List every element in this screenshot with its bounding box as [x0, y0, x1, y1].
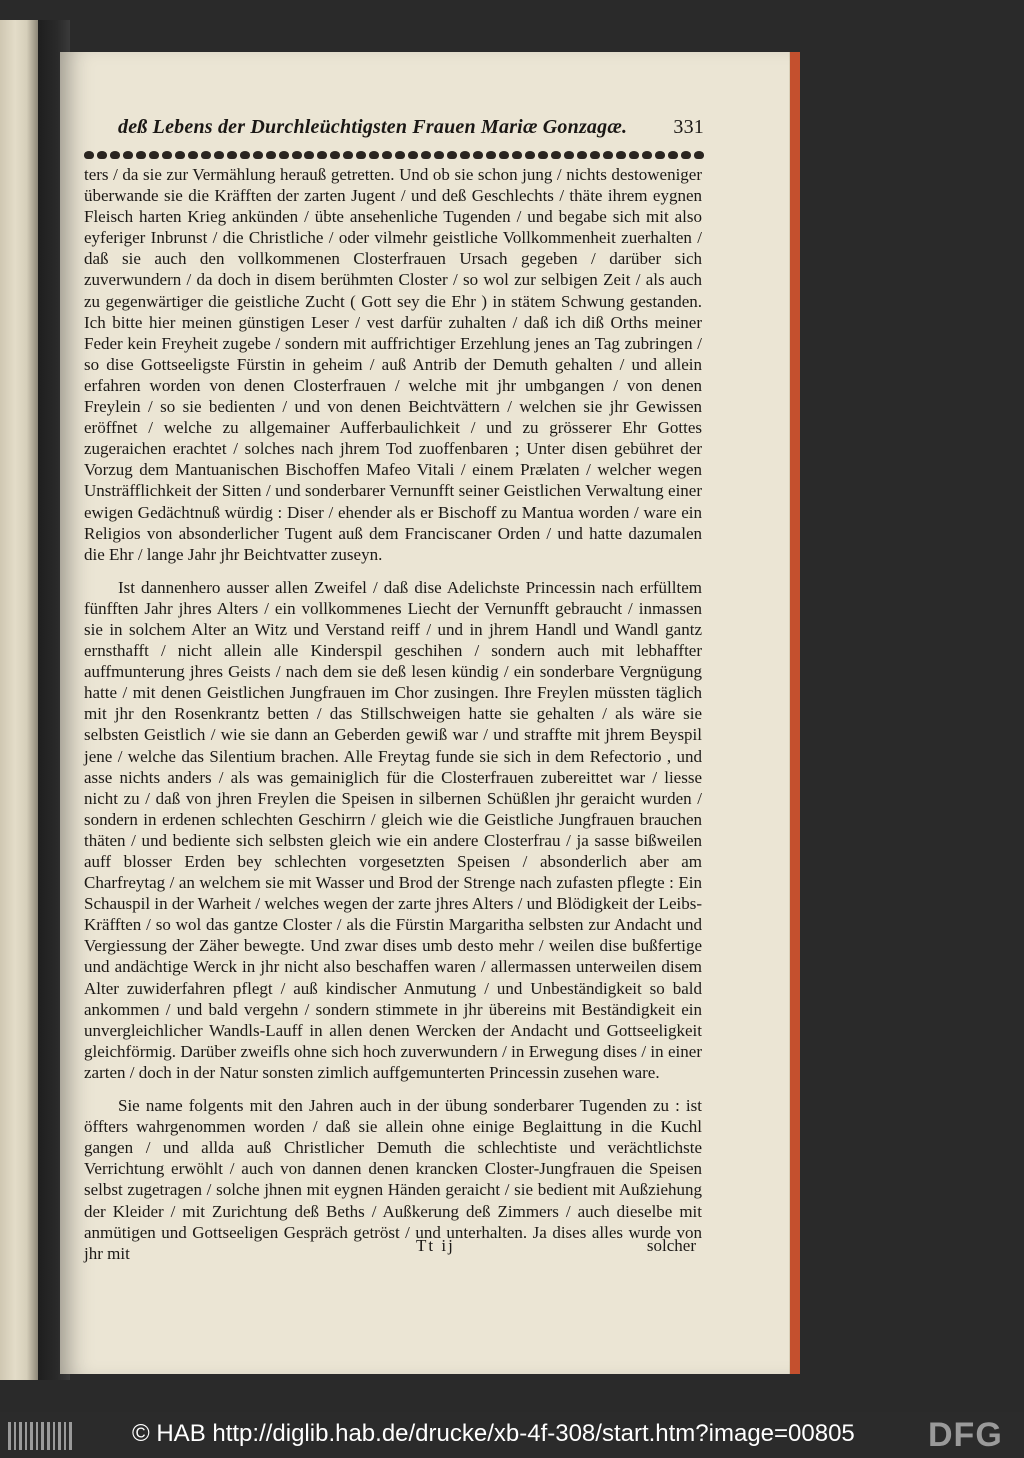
- ornament-rule: [84, 147, 704, 163]
- running-title: deß Lebens der Durchleüchtigsten Frauen Mariæ Gonzagæ.: [118, 116, 628, 138]
- paragraph-2: Ist dannenhero ausser allen Zweifel / daß dise Adelichste Princessin nach erfülltem fünfften Jahr jhres Alters / ein vollkommenes Liecht der Vernunfft gebraucht / inmassen sie in solchem Alter an Witz und Verstand reiff / und in jhrem Handl und Wandl gantz ernsthafft / nicht allein alle Kinderspil geschihen / sondern auch mit lebhaffter auffmunterung jhres Geists / nach dem sie deß lesen kündig / ein sonderbare Vergnügung hatte / mit denen Geistlichen Jungfrauen im Chor zusingen. Ihre Freylen müssten täglich mit jhr den Rosenkrantz betten / das Stillschweigen hatte sie gehalten / als wäre sie selbsten Geistlich / wie sie dann an Geberden gewiß war / und straffte mit jhrem Beyspil jene / welche das Silentium brachen. Alle Freytag funde sie sich in dem Refectorio , und asse nichts anders / als was gemainiglich für die Closterfrauen zubereittet war / liesse nicht zu / daß von jhren Freylen die Speisen in silbernen Schüßlen jhr geraicht wurden / sondern in erdenen schlechten Geschirrn / gleich wie die Geistliche Jungfrauen brauchen thäten / und bediente sich selbsten gleich wie ein andere Closterfrau / ja sasse bißweilen auff blosser Erden bey schlechten vorgesetzten Speisen / absonderlich aber am Charfreytag / an welchem sie mit Wasser und Brod der Strenge nach zufasten pflegte : Ein Schauspil in der Warheit / welches wegen der zarte jhres Alters / und Blödigkeit der Leibs-Kräfften / so wol das gantze Closter / als die Fürstin Margaritha selbsten zur Andacht und Vergiessung der Zäher bewegte. Und zwar dises umb desto mehr / weilen dise bußfertige und andächtige Werck in jhr nicht also beschaffen waren / allermassen unterweilen disem Alter zuwiderfahren pflegt / auß kindischer Anmutung / und Unbeständigkeit so bald ankommen / und bald vergehn / sondern stimmete in jhr übereins mit Beständigkeit ein unvergleichlicher Wandls-Lauff in allen denen Wercken der Andacht und Gottseeligkeit gleichförmig. Darüber zweifls ohne sich hoch zuverwundern / in Erwegung dises / in einer zarten / doch in der Natur sonsten zimlich auffgemunterten Princessin zusehen ware.: [84, 577, 702, 1082]
- signature-mark: Tt ij: [416, 1236, 455, 1255]
- facing-page-edge: [0, 20, 38, 1380]
- paragraph-1: ters / da sie zur Vermählung herauß getretten. Und ob sie schon jung / nichts destoweniger überwande sie die Kräfften der zarten Jugent / und deß Geschlechts / thäte ihrem eygnen Fleisch harten Krieg ankünden / übte ansehenliche Tugenden / und begabe sich mit also eyferiger Inbrunst / die Christliche / oder vilmehr geistliche Vollkommenheit zuerhalten / daß sie auch den vollkommenen Closterfrauen Ursach gegeben / darüber sich zuverwundern / da doch in disem berühmten Closter / so wol zur selbigen Zeit / als auch zu gegenwärtiger die geistliche Zucht ( Gott sey die Ehr ) in stätem Schwung gestanden. Ich bitte hier meinen günstigen Leser / vest darfür zuhalten / daß ich diß Orths meiner Feder kein Freyheit zugebe / sondern mit auffrichtiger Erzehlung jenes an Tag zubringen / so dise Gottseeligste Fürstin in geheim / auß Antrib der Demuth gehalten / und allein erfahren worden von denen Closterfrauen / welche mit jhr umbgangen / von denen Freylein / so sie bedienten / und von denen Beichtvättern / welchen sie jhr Gewissen eröffnet / welche zu allgemainer Aufferbaulichkeit / und zu grösserer Ehr Gottes zugeraichen erachtet / solches nach jhrem Tod zuoffenbaren ; Unter disen gebühret der Vorzug dem Mantuanischen Bischoffen Mafeo Vitali / einem Prælaten / welcher wegen Unsträfflichkeit der Sitten / und sonderbarer Vernunfft seiner Geistlichen Verwaltung einer ewigen Gedächtnuß würdig : Diser / ehender als er Bischoff zu Mantua worden / ware ein Religios von absonderlicher Tugent auß dem Franciscaner Orden / und hatte dazumalen die Ehr / lange Jahr jhr Beichtvatter zuseyn.: [84, 165, 702, 564]
- page-number: 331: [673, 116, 704, 138]
- running-head: [118, 116, 710, 146]
- body-text: [84, 164, 702, 1276]
- source-link[interactable]: © HAB http://diglib.hab.de/drucke/xb-4f-308/start.htm?image=00805: [132, 1420, 855, 1447]
- paragraph-3: Sie name folgents mit den Jahren auch in der übung sonderbarer Tugenden zu : ist öffters wahrgenommen worden / daß sie allein ohne einige Beglaittung in die Kuchl gangen / und allda auß Christlicher Demuth die schlechtiste und verächtlichste Verrichtung erwöhlt / auch von dannen denen krancken Closter-Jungfrauen die Speisen selbst zugetragen / solche jhnen mit eygnen Händen geraicht / sie bedient mit Außziehung der Kleider / mit Zurichtung deß Beths / Außkerung deß Zimmers / auch dieselbe mit anmütigen und Gottseeligen Gespräch getröst / und unterhalten. Ja dises alles wurde von jhr mit: [84, 1096, 702, 1263]
- catchword: solcher: [646, 1236, 696, 1255]
- catchline: [84, 1236, 702, 1260]
- red-page-edge: [790, 52, 800, 1374]
- footer-bar: [0, 1412, 1024, 1458]
- dfg-logo: DFG: [928, 1416, 1003, 1454]
- barcode-icon: [8, 1422, 72, 1450]
